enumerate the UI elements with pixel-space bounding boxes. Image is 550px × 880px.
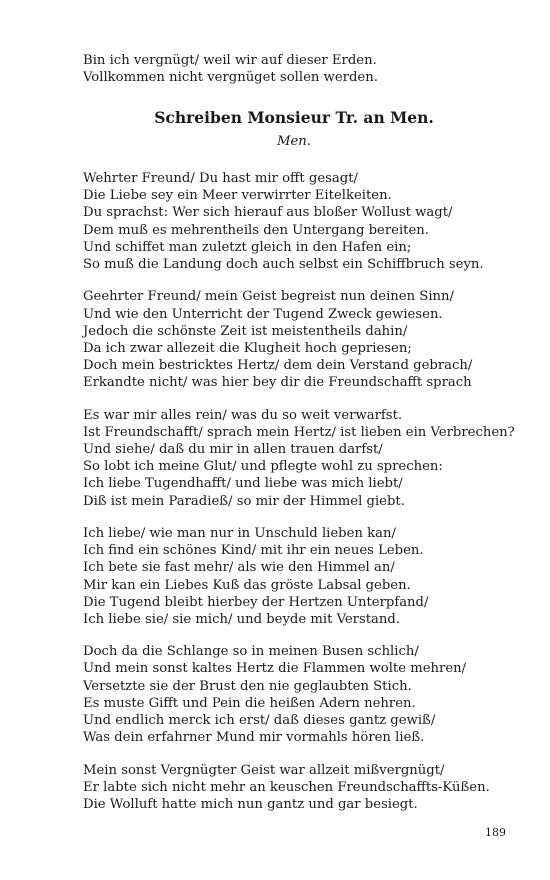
verse-line: Wehrter Freund/ Du hast mir offt gesagt/: [83, 171, 358, 186]
verse-line: Ich liebe Tugendhafft/ und liebe was mich liebt/: [83, 476, 403, 492]
verse-line: Und schiffet man zuletzt gleich in den Hafen ein;: [83, 239, 412, 255]
stanza: [83, 288, 503, 391]
verse-line: Ich liebe/ wie man nur in Unschuld lieben kan/: [83, 525, 396, 541]
verse-line: Bin ich vergnügt/ weil wir auf dieser Erden.: [83, 53, 377, 68]
verse-line: Jedoch die schönste Zeit ist meistentheils dahin/: [83, 323, 408, 339]
verse-line: Er labte sich nicht mehr an keuschen Freundschaffts-Küßen.: [83, 779, 490, 795]
stanza: [83, 762, 503, 814]
verse-line: Du sprachst: Wer sich hierauf aus bloßer Wollust wagt/: [83, 205, 453, 221]
verse-line: Und wie den Unterricht der Tugend Zweck gewiesen.: [83, 306, 443, 322]
verse-line: Erkandte nicht/ was hier bey dir die Freundschafft sprach: [83, 375, 472, 391]
verse-line: Vollkommen nicht vergnüget sollen werden.: [83, 70, 378, 86]
verse-line: Da ich zwar allezeit die Klugheit hoch gepriesen;: [83, 340, 412, 356]
verse-line: Doch da die Schlange so in meinen Busen schlich/: [83, 644, 419, 660]
stanza: [83, 525, 503, 628]
verse-line: Die Wolluft hatte mich nun gantz und gar besiegt.: [83, 796, 418, 812]
verse-line: Und endlich merck ich erst/ daß dieses gantz gewiß/: [83, 713, 436, 728]
verse-line: Was dein erfahrner Mund mir vormahls hören ließ.: [83, 730, 425, 746]
stanza: [83, 170, 503, 273]
verse-line: Mein sonst Vergnügter Geist war allzeit mißvergnügt/: [83, 762, 445, 778]
verse-line: Versetzte sie der Brust den nie geglaubten Stich.: [83, 678, 412, 694]
verse-line: Und siehe/ daß du mir in allen trauen darfst/: [83, 442, 383, 457]
stanza: [83, 407, 515, 510]
verse-line: Mir kan ein Liebes Kuß das gröste Labsal geben.: [83, 577, 411, 593]
stanza: [83, 643, 503, 746]
page-number: 189: [485, 826, 506, 839]
poem-body: [83, 170, 515, 828]
verse-line: Die Tugend bleibt hierbey der Hertzen Unterpfand/: [83, 594, 429, 610]
verse-line: Dem muß es mehrentheils den Untergang bereiten.: [83, 222, 429, 238]
verse-line: Ich liebe sie/ sie mich/ und beyde mit Verstand.: [83, 611, 401, 627]
poem-subtitle: Men.: [277, 134, 311, 149]
verse-line: So lobt ich meine Glut/ und pflegte wohl zu sprechen:: [83, 459, 443, 475]
verse-line: Geehrter Freund/ mein Geist begreist nun deinen Sinn/: [83, 289, 454, 305]
verse-line: Die Liebe sey ein Meer verwirrter Eitelkeiten.: [83, 188, 392, 204]
verse-line: Diß ist mein Paradieß/ so mir der Himmel giebt.: [83, 493, 405, 509]
verse-line: Ich bete sie fast mehr/ als wie den Himmel an/: [83, 560, 395, 576]
poem-title: Schreiben Monsieur Tr. an Men.: [154, 108, 434, 127]
verse-line: So muß die Landung doch auch selbst ein Schiffbruch seyn.: [83, 256, 484, 272]
verse-line: Es muste Gifft und Pein die heißen Adern nehren.: [83, 695, 416, 711]
verse-line: Doch mein bestricktes Hertz/ dem dein Verstand gebrach/: [83, 358, 473, 374]
verse-line: Und mein sonst kaltes Hertz die Flammen wolte mehren/: [83, 661, 467, 677]
verse-line: Ich find ein schönes Kind/ mit ihr ein neues Leben.: [83, 543, 424, 559]
intro-verse: [83, 52, 503, 86]
verse-line: Es war mir alles rein/ was du so weit verwarfst.: [83, 407, 403, 423]
verse-line: Ist Freundschafft/ sprach mein Hertz/ ist lieben ein Verbrechen?: [83, 424, 515, 440]
